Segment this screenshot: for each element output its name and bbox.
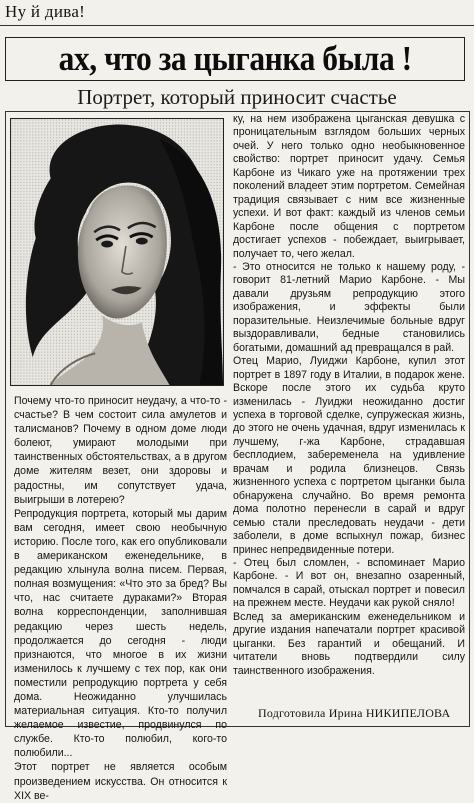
paragraph: - Отец был сломлен, - вспоминает Марио Карбоне. - И вот он, внезапно озаренный, помчался в сарай, отыскал портрет и повесил на прежнем месте. Неудачи как рукой сняло! (233, 556, 465, 610)
paragraph: Репродукция портрета, который мы дарим вам сегодня, имеет свою необычную историю. После того, как его опубликовали в американском еженедельнике, в редакцию хлынула волна писем. Первая, полная возмущения: «Что это за бред? Вы что, нас считаете дураками?» Вторая волна корреспонденции, заполнившая редакцию через шесть недель, продолжается до сегодня - люди признаются, что многое в их жизни изменилось к лучшему с тех пор, как они поместили репродукцию портрета у себя дома. Неожиданно улучшилась материальная ситуация. Кто-то получил желаемое известие, продвинулся по службе. Кто-то полюбил, кого-то полюбили... (14, 507, 227, 760)
paragraph: Почему что-то приносит неудачу, а что-то - счастье? В чем состоит сила амулетов и талисманов? Почему в одном доме люди болеют, умирают молодыми при таинственных обстоятельствах, а в другом доме жителям везет, они здоровы и радостны, им сопутствует удача, выигрыши в лотерею? (14, 395, 227, 506)
rubric-title: Ну й дива! (5, 2, 86, 21)
gypsy-portrait-photo (10, 118, 224, 386)
paragraph: Отец Марио, Луиджи Карбоне, купил этот портрет в 1897 году в Италии, в подарок жене. Вскоре после этого их судьба круто изменилась - Луиджи неожиданно достиг успеха в торговой сделке, супружеская жизнь, до этого не очень удачная, вдруг изменилась к лучшему, г-жа Карбоне, страдавшая бесплодием, забеременела на удивление врачам и родила близнецов. Связь жизненного успеха с портретом цыганки была обнаружена случайно. Во время ремонта дома полотно перенесли в сарай и вдруг семью стали преследовать неудачи - дети заболели, в доме вспыхнул пожар, бизнес принес непредвиденные потери. (233, 355, 465, 556)
portrait-illustration (11, 119, 223, 385)
paragraph: Этот портрет не является особым произведением искусства. Он относится к XIX ве- (14, 761, 227, 802)
paragraph: ку, на нем изображена цыганская девушка с проницательным взглядом больших черных очей. У него только одно необыкновенное свойство: портрет приносит удачу. Семья Карбоне из Чикаго уже на протяжении трех поколений владеет этим портретом. Семейная традиция связывает с ним все жизненные успехи. И вот факт: каждый из членов семьи Карбоне после общения с портретом достигает успехов - побеждает, выигрывает, получает то, чего желал. (233, 113, 465, 260)
paragraph: Вслед за американским еженедельником и другие издания напечатали портрет красивой цыганки. Без гарантий и обещаний. И читатели вновь подтвердили силу таинственного изображения. (233, 610, 465, 677)
author-byline: Подготовила Ирина НИКИПЕЛОВА (258, 706, 451, 720)
subheadline: Портрет, который приносит счастье (77, 85, 397, 109)
rubric-divider (0, 25, 474, 26)
headline: ах, что за цыганка была ! (58, 39, 412, 78)
article-column-left (14, 394, 227, 802)
headline-frame (5, 37, 465, 81)
paragraph: - Это относится не только к нашему роду, - говорит 81-летний Марио Карбоне. - Мы давали друзьям репродукцию этого изображения, и эффекты были поразительные. Неизлечимые больные вдруг выздоравливали, бедные становились богатыми, домашний ад превращался в рай. (233, 260, 465, 354)
article-column-right (233, 113, 465, 698)
